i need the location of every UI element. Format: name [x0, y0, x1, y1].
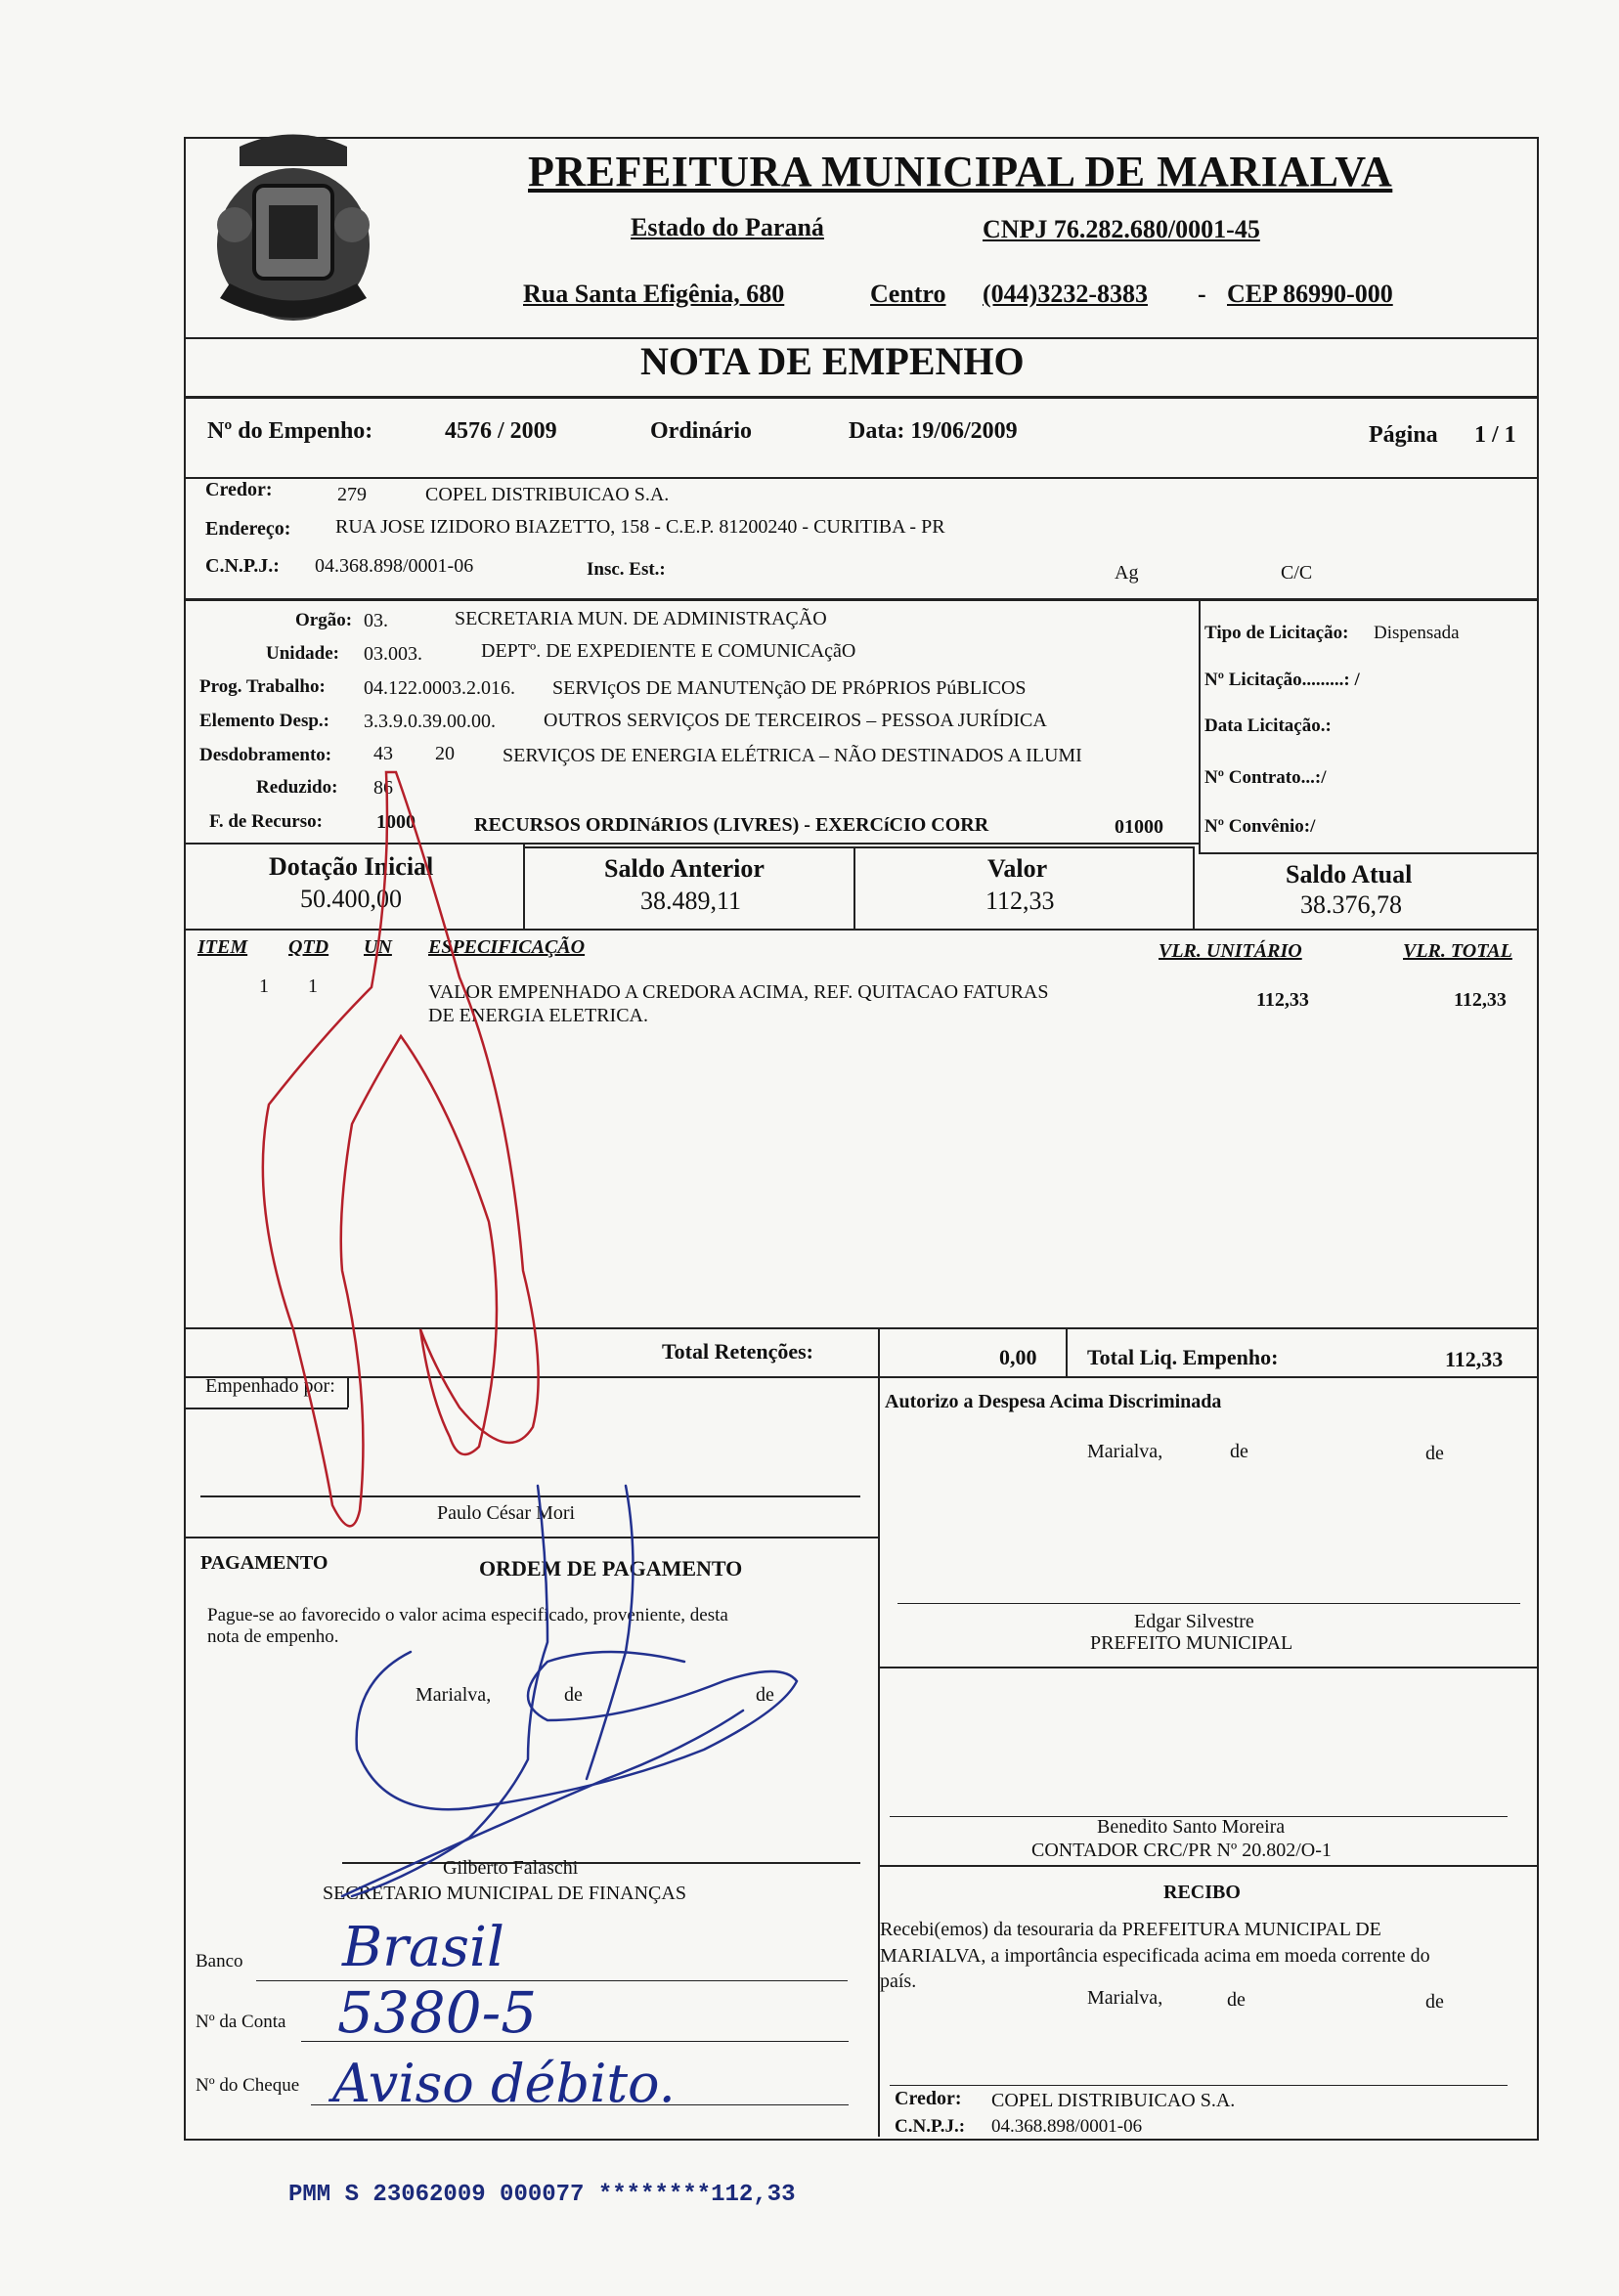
cep: CEP 86990-000: [1227, 280, 1393, 308]
autorizo-de2: de: [1425, 1443, 1444, 1464]
recibo-cnpj-value: 04.368.898/0001-06: [991, 2116, 1143, 2137]
page-number: 1 / 1: [1474, 422, 1516, 448]
saldo-anterior-label: Saldo Anterior: [604, 854, 765, 883]
contador-name: Benedito Santo Moreira: [1097, 1816, 1286, 1838]
dotacao-value: 50.400,00: [300, 885, 402, 913]
prefeito-role: PREFEITO MUNICIPAL: [1090, 1632, 1293, 1654]
recibo-de2: de: [1425, 1991, 1444, 2013]
elemento-name: OUTROS SERVIÇOS DE TERCEIROS – PESSOA JURÍDICA: [544, 710, 1047, 731]
prefeito-name: Edgar Silvestre: [1134, 1611, 1254, 1632]
banco-label: Banco: [196, 1951, 243, 1971]
secretario-role: SECRETARIO MUNICIPAL DE FINANÇAS: [323, 1883, 686, 1904]
orgao-name: SECRETARIA MUN. DE ADMINISTRAÇÃO: [455, 608, 827, 629]
credor-label: Credor:: [205, 479, 273, 500]
reduzido-label: Reduzido:: [256, 777, 338, 798]
prog-trabalho-name: SERVIçOS DE MANUTENçãO DE PRóPRIOS PúBLICOS: [552, 677, 1027, 699]
col-item-header: ITEM: [197, 936, 248, 958]
numero-convenio: Nº Convênio:/: [1204, 816, 1316, 837]
pagamento-label: PAGAMENTO: [200, 1552, 328, 1574]
saldo-anterior-value: 38.489,11: [640, 887, 742, 915]
recibo-marialva: Marialva,: [1087, 1987, 1163, 2009]
ordem-de2: de: [756, 1684, 774, 1706]
dotacao-label: Dotação Inicial: [269, 852, 434, 881]
total-liquido-label: Total Liq. Empenho:: [1087, 1345, 1279, 1369]
empenho-number: 4576 / 2009: [445, 418, 557, 444]
row1-unit-price: 112,33: [1256, 989, 1309, 1011]
pague-se-line2: nota de empenho.: [207, 1626, 339, 1647]
tipo-licitacao-label: Tipo de Licitação:: [1204, 623, 1349, 643]
cnpj-header: CNPJ 76.282.680/0001-45: [983, 215, 1260, 243]
estado-label: Estado do Paraná: [631, 213, 824, 241]
prog-trabalho-code: 04.122.0003.2.016.: [364, 677, 515, 699]
row1-item: 1: [259, 975, 269, 997]
total-retencoes-value: 0,00: [999, 1345, 1037, 1369]
recurso-label: F. de Recurso:: [209, 811, 323, 832]
street-address: Rua Santa Efigênia, 680: [523, 280, 785, 308]
recibo-title: RECIBO: [1163, 1882, 1241, 1903]
empenhado-signer: Paulo César Mori: [437, 1502, 576, 1524]
empenhado-por-label: Empenhado por:: [205, 1375, 335, 1397]
saldo-atual-value: 38.376,78: [1300, 890, 1402, 919]
banco-handwritten: Brasil: [342, 1916, 504, 1979]
desdobramento-code1: 43: [373, 743, 393, 764]
ordem-de1: de: [564, 1684, 583, 1706]
valor-value: 112,33: [985, 887, 1055, 915]
ordem-marialva: Marialva,: [416, 1684, 492, 1706]
tipo-licitacao-value: Dispensada: [1374, 623, 1460, 643]
desdobramento-label: Desdobramento:: [199, 745, 332, 765]
endereco-label: Endereço:: [205, 518, 291, 540]
credor-name: COPEL DISTRIBUICAO S.A.: [425, 484, 670, 505]
agencia-label: Ag: [1115, 562, 1139, 584]
prog-trabalho-label: Prog. Trabalho:: [199, 676, 326, 697]
recibo-de1: de: [1227, 1989, 1246, 2011]
contador-role: CONTADOR CRC/PR Nº 20.802/O-1: [1031, 1840, 1332, 1861]
conta-corrente-label: C/C: [1281, 562, 1313, 584]
cheque-label: Nº do Cheque: [196, 2075, 300, 2096]
recibo-text-line1: Recebi(emos) da tesouraria da PREFEITURA MUNICIPAL DE: [880, 1919, 1381, 1940]
conta-handwritten: 5380-5: [337, 1979, 538, 2046]
col-qtd-header: QTD: [288, 936, 329, 958]
reduzido-code: 86: [373, 777, 393, 799]
print-stamp: PMM S 23062009 000077 ********112,33: [288, 2182, 796, 2208]
col-un-header: UN: [364, 936, 392, 958]
conta-label: Nº da Conta: [196, 2012, 286, 2032]
recurso-code2: 01000: [1115, 816, 1163, 838]
sep-dash: -: [1198, 280, 1206, 308]
orgao-label: Orgão:: [295, 610, 353, 630]
secretario-name: Gilberto Falaschi: [443, 1857, 579, 1879]
document-title: NOTA DE EMPENHO: [640, 339, 1025, 383]
insc-est-label: Insc. Est.:: [587, 559, 666, 580]
unidade-label: Unidade:: [266, 643, 339, 664]
credor-cnpj: 04.368.898/0001-06: [315, 555, 474, 577]
total-retencoes-label: Total Retenções:: [662, 1339, 813, 1364]
data-licitacao: Data Licitação.:: [1204, 715, 1332, 736]
row1-desc-line2: DE ENERGIA ELETRICA.: [428, 1005, 648, 1026]
pague-se-line1: Pague-se ao favorecido o valor acima especificado, proveniente, desta: [207, 1605, 728, 1625]
ordem-pagamento-label: ORDEM DE PAGAMENTO: [479, 1556, 743, 1581]
recibo-cnpj-label: C.N.P.J.:: [895, 2116, 966, 2137]
credor-code: 279: [337, 484, 367, 505]
recibo-text-line2: MARIALVA, a importância especificada acima em moeda corrente do: [880, 1945, 1430, 1967]
recurso-name: RECURSOS ORDINáRIOS (LIVRES) - EXERCíCIO CORR: [474, 814, 989, 836]
desdobramento-code2: 20: [435, 743, 455, 764]
desdobramento-name: SERVIÇOS DE ENERGIA ELÉTRICA – NÃO DESTINADOS A ILUMI: [503, 745, 1082, 766]
col-vlr-unitario-header: VLR. UNITÁRIO: [1159, 940, 1302, 962]
recibo-credor-label: Credor:: [895, 2088, 962, 2109]
autorizo-de1: de: [1230, 1441, 1248, 1462]
cheque-handwritten: Aviso débito.: [332, 2053, 676, 2114]
recibo-text-line3: país.: [880, 1971, 917, 1992]
empenho-label: Nº do Empenho:: [207, 418, 373, 444]
autorizo-label: Autorizo a Despesa Acima Discriminada: [885, 1391, 1222, 1412]
elemento-label: Elemento Desp.:: [199, 711, 329, 731]
total-liquido-value: 112,33: [1445, 1347, 1504, 1371]
page-label: Página: [1369, 422, 1438, 448]
recibo-credor-name: COPEL DISTRIBUICAO S.A.: [991, 2090, 1236, 2111]
orgao-code: 03.: [364, 610, 388, 631]
phone: (044)3232-8383: [983, 280, 1148, 308]
credor-address: RUA JOSE IZIDORO BIAZETTO, 158 - C.E.P. 81200240 - CURITIBA - PR: [335, 516, 945, 538]
valor-label: Valor: [987, 854, 1048, 883]
recurso-code: 1000: [376, 811, 416, 833]
district: Centro: [870, 280, 946, 308]
numero-contrato: Nº Contrato...:/: [1204, 767, 1327, 788]
col-vlr-total-header: VLR. TOTAL: [1403, 940, 1512, 962]
autorizo-marialva: Marialva,: [1087, 1441, 1163, 1462]
empenho-type: Ordinário: [650, 418, 753, 444]
unidade-code: 03.003.: [364, 643, 422, 665]
cnpj-label: C.N.P.J.:: [205, 555, 280, 577]
col-especificacao-header: ESPECIFICAÇÃO: [428, 936, 586, 958]
row1-desc-line1: VALOR EMPENHADO A CREDORA ACIMA, REF. QUITACAO FATURAS: [428, 981, 1049, 1003]
unidade-name: DEPTº. DE EXPEDIENTE E COMUNICAçãO: [481, 640, 856, 662]
row1-qtd: 1: [308, 975, 318, 997]
row1-total: 112,33: [1454, 989, 1507, 1011]
empenho-date: Data: 19/06/2009: [849, 418, 1018, 444]
prefeitura-title: PREFEITURA MUNICIPAL DE MARIALVA: [528, 148, 1393, 195]
elemento-code: 3.3.9.0.39.00.00.: [364, 711, 496, 732]
saldo-atual-label: Saldo Atual: [1286, 860, 1413, 888]
numero-licitacao: Nº Licitação.........: /: [1204, 670, 1360, 690]
